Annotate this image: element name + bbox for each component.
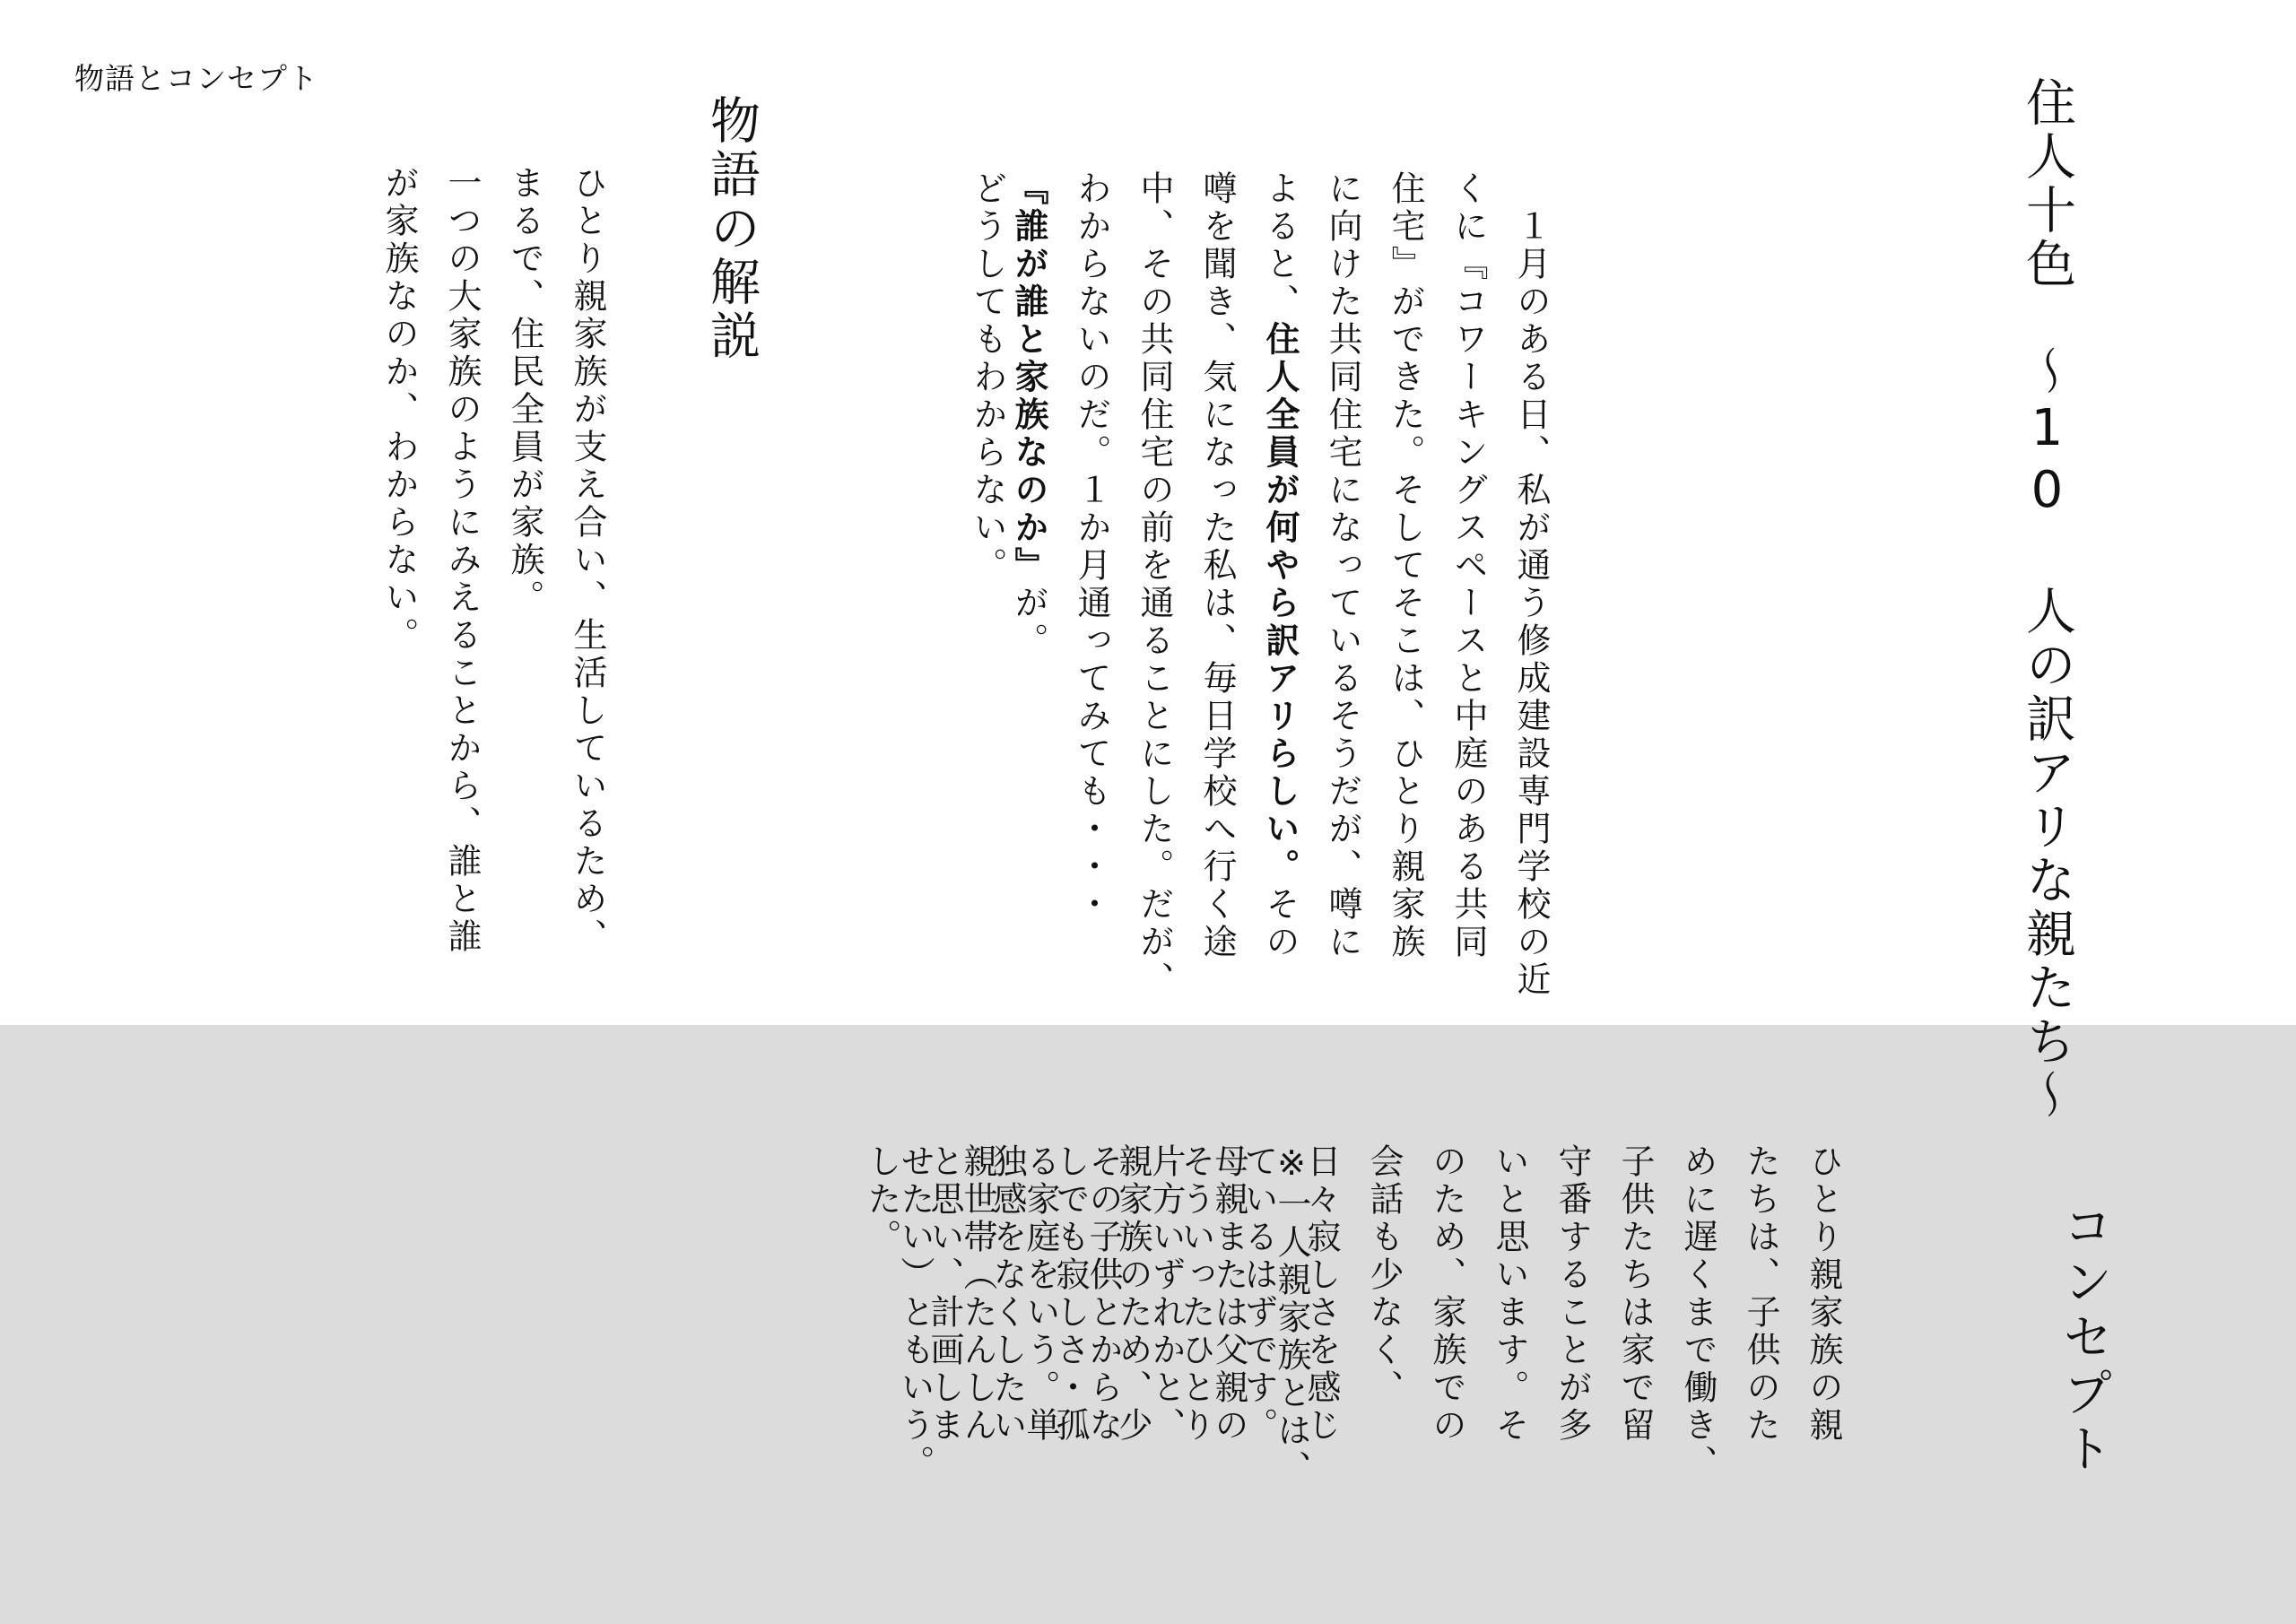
concept-line: しでも寂しさ・孤 [1050,1143,1090,1445]
concept-line: 子供たちは家で留 [1615,1143,1655,1445]
explanation-body [368,165,619,956]
concept-line: 親家族のため、少 [1113,1143,1152,1445]
note-line: ※一人親家族とは、 [1272,1143,1311,1488]
story-line: 住宅』ができた。そしてそこは、ひとり親家族 [1386,170,1425,961]
note-line: 親世帯（たんしん [958,1143,997,1445]
header-label: 物語とコンセプト [74,61,318,96]
concept-heading: コンセプト [2055,1200,2113,1478]
story-line: わからないのだ。１か月通ってみても・・・ [1072,170,1111,924]
story-line: くに『コワーキングスペースと中庭のある共同 [1448,170,1488,961]
note-line: る家庭をいう。単 [1021,1143,1060,1445]
story-line: １月のある日、私が通う修成建設専門学校の近 [1511,170,1551,999]
story-text: が。 [1009,585,1048,660]
story-text: よると、 [1260,170,1300,321]
concept-line: 独感をなくしたい [987,1143,1027,1445]
story-emphasis: 『誰が誰と家族なのか』 [1009,170,1048,585]
concept-line: たちは、子供のた [1741,1143,1780,1445]
note-line: 片方いずれかと、 [1146,1143,1186,1445]
note-line: 母親または父親の [1209,1143,1248,1445]
story-lead: どうしてもわからない。 [968,170,1007,585]
explanation-line: が家族なのか、わからない。 [379,165,419,655]
explanation-heading: 物語の解説 [702,94,761,363]
explanation-line: 一つの大家族のようにみえることから、誰と誰 [442,165,482,956]
story-line: 噂を聞き、気になった私は、毎日学校へ行く途 [1197,170,1237,961]
page-title: 住人十色 ～10 人の訳アリな親たち～ [2018,76,2076,1123]
story-body [997,170,1562,999]
story-line: に向けた共同住宅になっているそうだが、噂に [1323,170,1362,961]
concept-line: ているはずです。 [1239,1143,1278,1445]
note-line: せたい）ともいう。 [895,1143,935,1482]
concept-line: めに遅くまで働き、 [1678,1143,1718,1482]
concept-note [883,1143,1323,1488]
story-emphasis: 住人全員が何やら訳アリらしい。 [1260,321,1300,886]
concept-line: いと思います。そ [1490,1143,1529,1445]
note-line: その子供とからな [1083,1143,1123,1445]
concept-line: 守番することが多 [1552,1143,1592,1445]
explanation-line: まるで、住民全員が家族。 [505,165,544,617]
story-text: その [1260,886,1300,961]
story-line: 中、その共同住宅の前を通ることにした。だが、 [1135,170,1174,999]
explanation-line: ひとり親家族が支え合い、生活しているため、 [568,165,607,956]
concept-line: そういったひとり [1176,1143,1215,1445]
concept-line: のため、家族での [1427,1143,1466,1445]
concept-line: ひとり親家族の親 [1804,1143,1843,1445]
story-line [997,170,1060,999]
concept-line: 会話も少なく、 [1364,1143,1404,1407]
story-line [1248,170,1311,999]
concept-line: した。 [862,1143,901,1256]
concept-line: 日々寂しさを感じ [1301,1143,1341,1445]
concept-line: と思い、計画しま [925,1143,964,1445]
